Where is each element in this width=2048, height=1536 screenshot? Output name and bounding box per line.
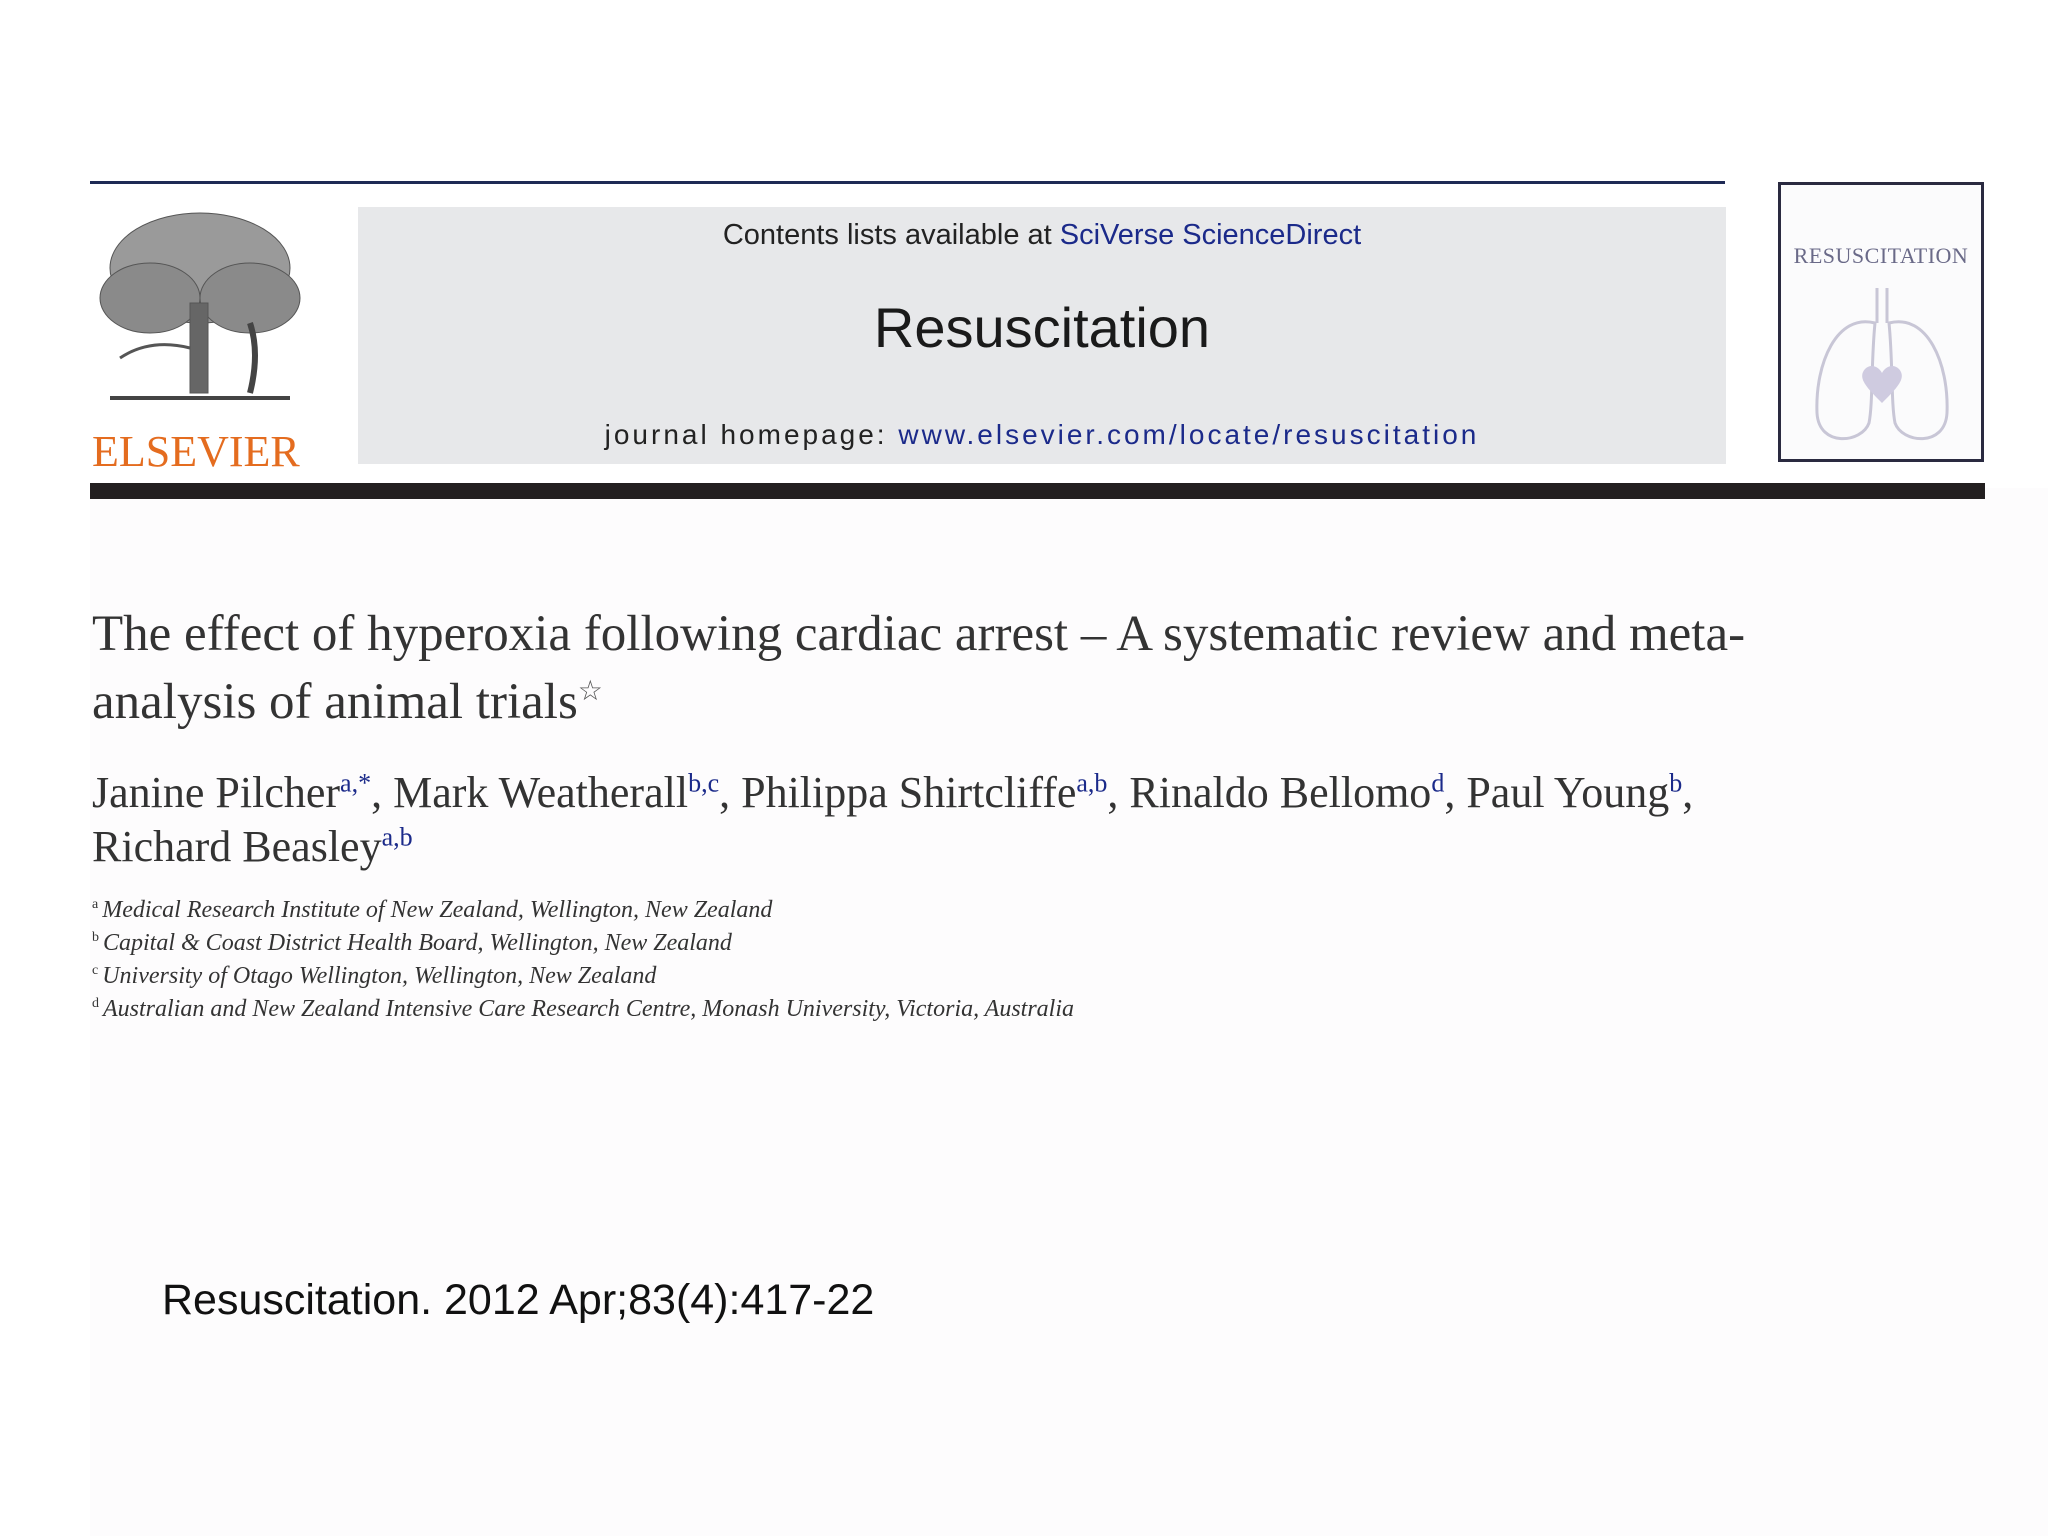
author-name: Janine Pilcher xyxy=(92,768,341,817)
homepage-line xyxy=(358,419,1726,451)
title-footnote-marker[interactable]: ☆ xyxy=(577,676,603,707)
article-title xyxy=(92,600,1892,736)
author-name: Mark Weatherall xyxy=(393,768,689,817)
affiliation-item xyxy=(92,927,1892,960)
author-affiliation-marker[interactable]: b,c xyxy=(688,768,720,798)
author-affiliation-marker[interactable]: a,* xyxy=(340,768,372,798)
citation-text: Resuscitation. 2012 Apr;83(4):417-22 xyxy=(162,1276,875,1324)
top-rule xyxy=(90,181,1725,184)
author-name: Paul Young xyxy=(1466,768,1670,817)
author-name: Philippa Shirtcliffe xyxy=(741,768,1077,817)
affiliation-letter: a xyxy=(92,897,99,912)
publisher-name: ELSEVIER xyxy=(92,427,300,476)
affiliation-letter: c xyxy=(92,963,99,978)
header-divider xyxy=(90,483,1985,499)
lungs-heart-icon xyxy=(1807,283,1957,453)
sciencedirect-link[interactable]: SciVerse ScienceDirect xyxy=(1059,219,1362,251)
affiliation-text: University of Otago Wellington, Wellington, New Zealand xyxy=(102,963,657,989)
author-affiliation-marker[interactable]: b xyxy=(1669,768,1683,798)
author-affiliation-marker[interactable]: a,b xyxy=(1076,768,1108,798)
affiliation-text: Medical Research Institute of New Zealand, Wellington, New Zealand xyxy=(102,897,773,923)
author-separator: , xyxy=(1444,768,1467,817)
title-text: The effect of hyperoxia following cardiac arrest – A systematic review and meta-analysis of animal trials xyxy=(92,606,1746,730)
author-separator: , xyxy=(719,768,742,817)
author-separator: , xyxy=(1682,768,1694,817)
elsevier-logo xyxy=(90,208,308,476)
contents-line xyxy=(358,219,1726,252)
author-separator: , xyxy=(1107,768,1130,817)
affiliation-text: Australian and New Zealand Intensive Care Research Centre, Monash University, Victoria, Australia xyxy=(103,996,1075,1022)
affiliation-letter: d xyxy=(92,996,99,1011)
affiliation-letter: b xyxy=(92,930,99,945)
affiliation-item xyxy=(92,960,1892,993)
affiliation-text: Capital & Coast District Health Board, Wellington, New Zealand xyxy=(103,930,732,956)
cover-title: RESUSCITATION xyxy=(1793,243,1969,268)
author-name: Richard Beasley xyxy=(92,822,382,871)
journal-masthead xyxy=(358,207,1726,464)
tree-icon xyxy=(90,208,308,408)
journal-cover-image xyxy=(1778,182,1984,462)
author-name: Rinaldo Bellomo xyxy=(1129,768,1432,817)
author-affiliation-marker[interactable]: d xyxy=(1431,768,1445,798)
homepage-prefix: journal homepage: xyxy=(604,419,888,450)
journal-title: Resuscitation xyxy=(873,296,1211,359)
author-separator: , xyxy=(371,768,394,817)
author-affiliation-marker[interactable]: a,b xyxy=(381,822,413,852)
contents-prefix: Contents lists available at xyxy=(722,219,1052,251)
author-list xyxy=(92,766,1892,874)
homepage-link[interactable]: www.elsevier.com/locate/resuscitation xyxy=(898,419,1480,450)
affiliation-item xyxy=(92,894,1892,927)
affiliation-list xyxy=(92,894,1892,1026)
affiliation-item xyxy=(92,993,1892,1026)
